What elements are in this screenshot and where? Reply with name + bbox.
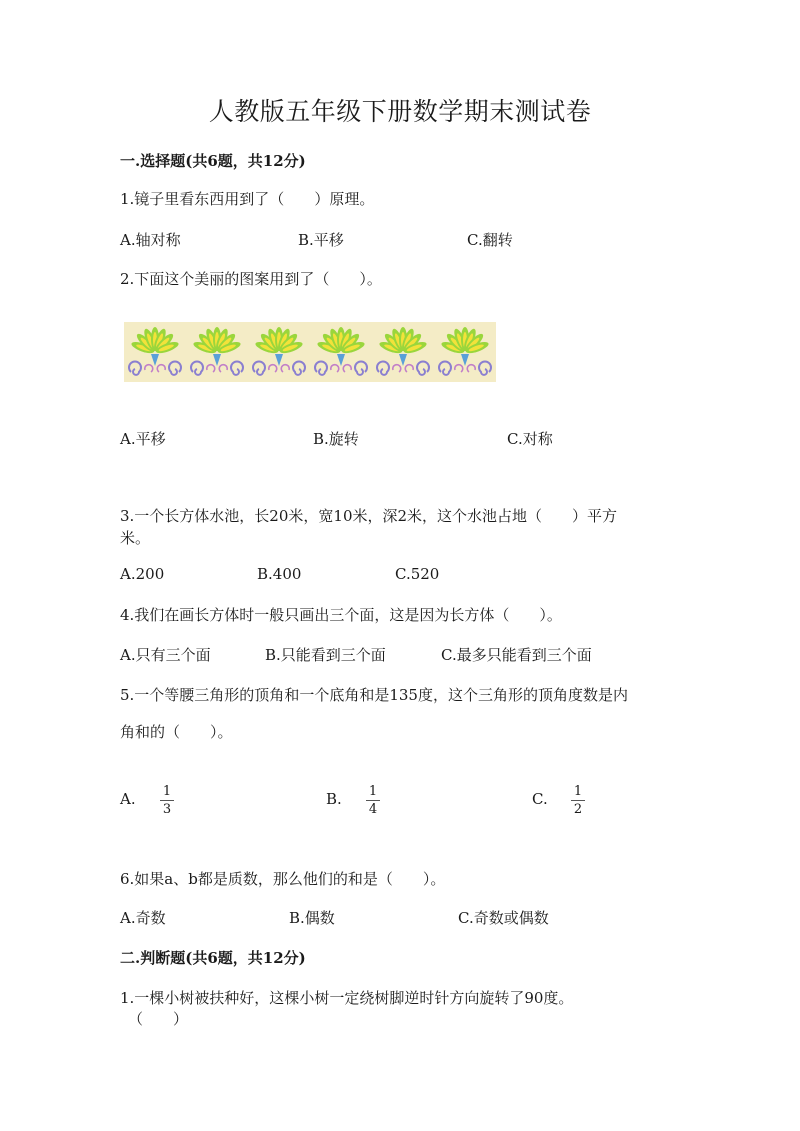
q1-option-c: C.翻转 (467, 231, 513, 249)
fraction-denominator: 3 (162, 802, 172, 817)
q5-option-b-fraction (366, 784, 380, 817)
q1-option-a: A.轴对称 (120, 231, 181, 249)
q4-option-a: A.只有三个面 (120, 646, 211, 664)
q4-option-c: C.最多只能看到三个面 (441, 646, 592, 664)
fraction-denominator: 4 (368, 802, 378, 817)
fraction-numerator: 1 (368, 784, 378, 799)
q3-option-b: B.400 (257, 565, 302, 583)
q5-option-c-label: C. (532, 790, 548, 808)
judgement-1-line-1: 1.一棵小树被扶种好，这棵小树一定绕树脚逆时针方向旋转了90度。 (120, 989, 574, 1007)
question-3-line-2: 米。 (120, 529, 151, 547)
question-4: 4.我们在画长方体时一般只画出三个面，这是因为长方体（ ）。 (120, 606, 562, 624)
q5-option-c-fraction (571, 784, 585, 817)
q4-option-b: B.只能看到三个面 (265, 646, 386, 664)
question-3-line-1: 3.一个长方体水池，长20米，宽10米，深2米，这个水池占地（ ）平方 (120, 507, 618, 525)
decorative-pattern-image (124, 322, 496, 382)
page-title: 人教版五年级下册数学期末测试卷 (208, 97, 592, 126)
question-1: 1.镜子里看东西用到了（ ）原理。 (120, 190, 375, 208)
question-5-line-2: 角和的（ ）。 (120, 723, 233, 741)
q5-option-a-fraction (160, 784, 174, 817)
q3-option-c: C.520 (395, 565, 440, 583)
q5-option-a-label: A. (120, 790, 136, 808)
q2-option-c: C.对称 (507, 430, 553, 448)
q6-option-b: B.偶数 (289, 909, 335, 927)
question-5-line-1: 5.一个等腰三角形的顶角和一个底角和是135度，这个三角形的顶角度数是内 (120, 686, 628, 704)
judgement-1-line-2: （ ） (128, 1010, 189, 1028)
fraction-numerator: 1 (573, 784, 583, 799)
q1-option-b: B.平移 (298, 231, 344, 249)
section-heading-choice: 一.选择题(共6题，共12分) (120, 152, 306, 170)
q2-option-b: B.旋转 (313, 430, 359, 448)
fraction-numerator: 1 (162, 784, 172, 799)
q6-option-c: C.奇数或偶数 (458, 909, 549, 927)
question-2: 2.下面这个美丽的图案用到了（ ）。 (120, 270, 382, 288)
section-heading-judgement: 二.判断题(共6题，共12分) (120, 949, 306, 967)
q2-option-a: A.平移 (120, 430, 166, 448)
fraction-denominator: 2 (573, 802, 583, 817)
q5-option-b-label: B. (326, 790, 342, 808)
q6-option-a: A.奇数 (120, 909, 166, 927)
q3-option-a: A.200 (120, 565, 165, 583)
question-6: 6.如果a、b都是质数，那么他们的和是（ ）。 (120, 870, 446, 888)
